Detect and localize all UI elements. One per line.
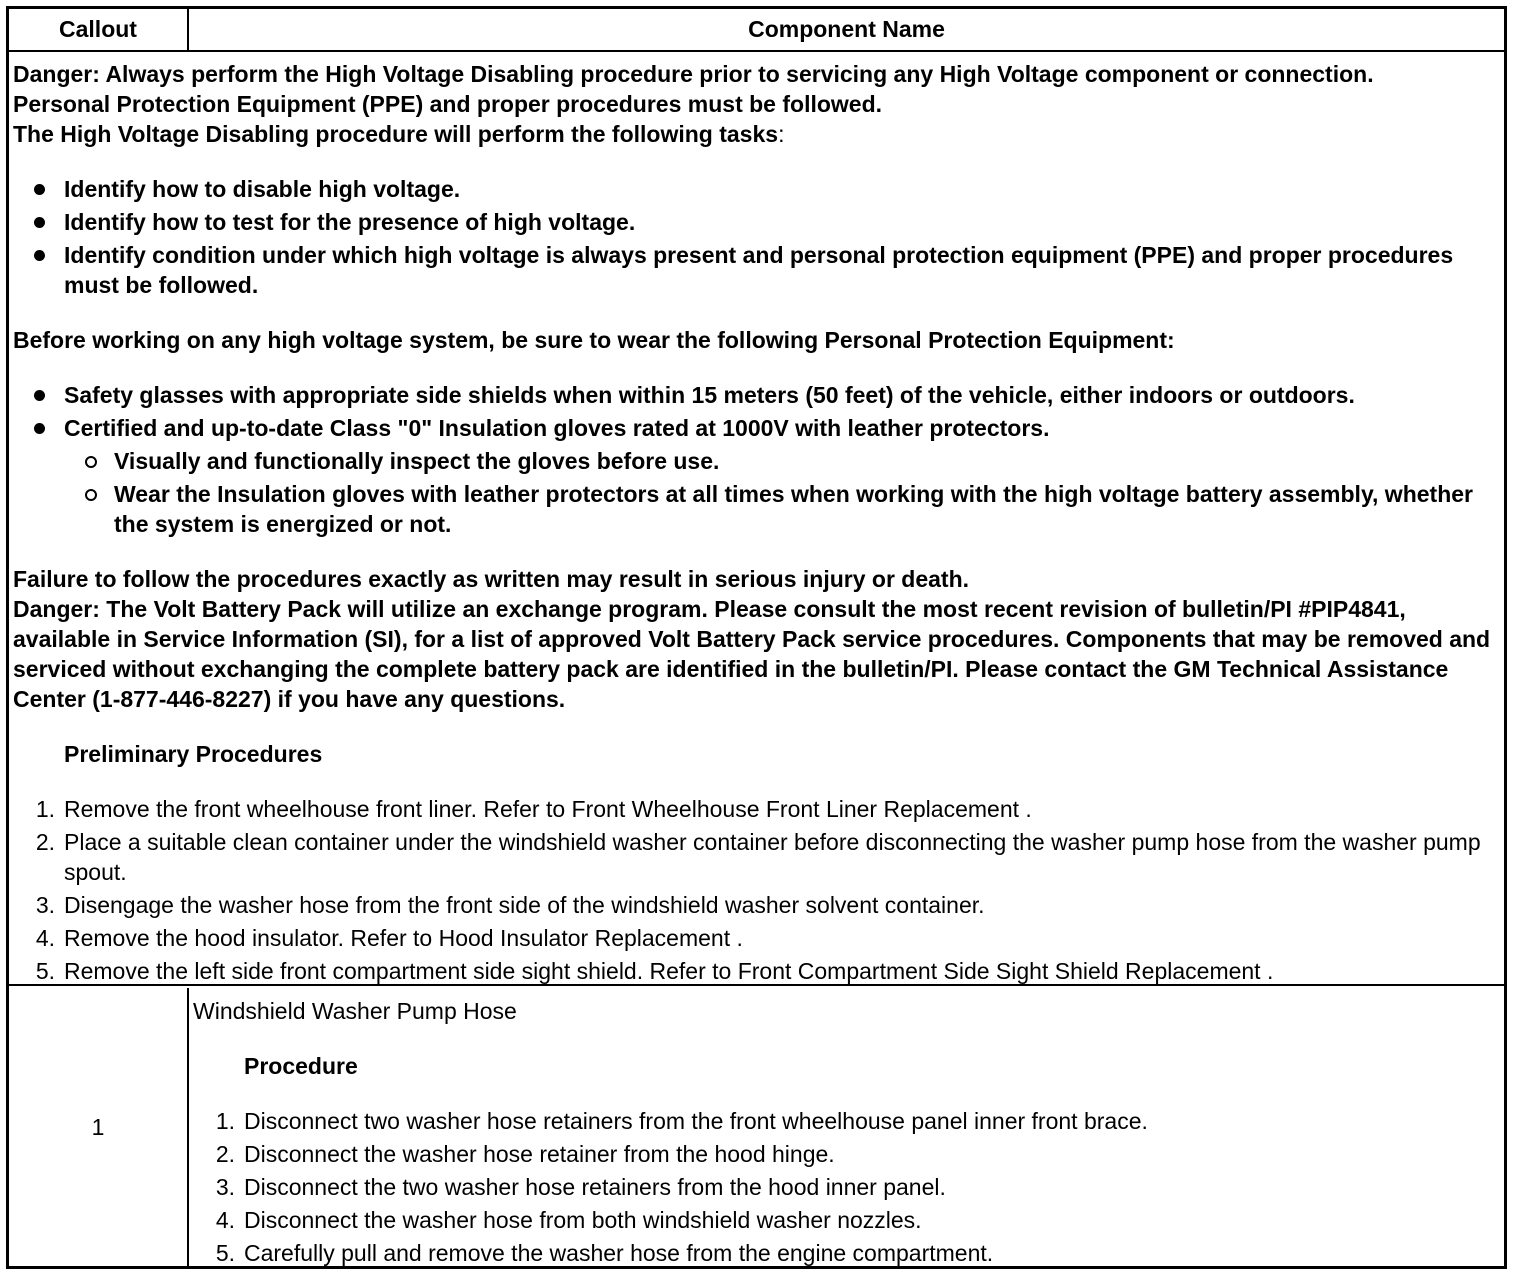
component-cell xyxy=(189,988,1504,1266)
bullet-icon xyxy=(34,250,45,261)
before-working-text: Before working on any high voltage system, be sure to wear the following Personal Protection Equipment: xyxy=(13,327,1175,353)
list-item xyxy=(193,1172,1504,1202)
list-item xyxy=(13,207,1504,237)
step-number: 5. xyxy=(215,1240,235,1266)
list-item xyxy=(13,240,1504,300)
prelim-step-text: Disengage the washer hose from the front side of the windshield washer solvent container. xyxy=(64,892,985,918)
list-item xyxy=(193,1106,1504,1136)
step-number: 3. xyxy=(215,1174,235,1200)
warning-section xyxy=(9,52,1504,986)
bullet-icon xyxy=(34,217,45,228)
list-item xyxy=(13,923,1504,953)
tasks-intro xyxy=(13,119,1504,149)
prelim-step-text: Remove the front wheelhouse front liner. Refer to Front Wheelhouse Front Liner Replacement . xyxy=(64,796,1032,822)
list-item xyxy=(13,794,1504,824)
step-number: 2. xyxy=(215,1141,235,1167)
procedure-title: Procedure xyxy=(244,1053,358,1079)
tasks-intro-colon: : xyxy=(778,121,785,147)
step-number: 2. xyxy=(35,829,55,855)
sub-bullet-icon xyxy=(85,489,97,501)
list-item xyxy=(13,479,1504,539)
step-number: 4. xyxy=(215,1207,235,1233)
list-item xyxy=(193,1238,1504,1268)
procedure-step-text: Disconnect the washer hose from both windshield washer nozzles. xyxy=(244,1207,922,1233)
list-item xyxy=(13,380,1504,410)
list-item xyxy=(13,413,1504,443)
procedure-step-text: Disconnect the washer hose retainer from the hood hinge. xyxy=(244,1141,835,1167)
task-text: Identify condition under which high voltage is always present and personal protection equipment (PPE) and proper procedures must be followed. xyxy=(64,242,1454,298)
danger-hv-disable: Danger: Always perform the High Voltage Disabling procedure prior to servicing any High Voltage component or connection. xyxy=(13,61,1374,87)
procedure-step-text: Carefully pull and remove the washer hose from the engine compartment. xyxy=(244,1240,994,1266)
component-table xyxy=(6,6,1507,1269)
table-header xyxy=(9,9,1504,52)
tasks-intro-text: The High Voltage Disabling procedure will perform the following tasks xyxy=(13,121,779,147)
list-item xyxy=(13,827,1504,887)
bullet-icon xyxy=(34,184,45,195)
glove-subitem-text: Visually and functionally inspect the gloves before use. xyxy=(114,448,720,474)
danger-battery-pack: Danger: The Volt Battery Pack will utilize an exchange program. Please consult the most recent revision of bulletin/PI #PIP4841, available in Service Information (SI), for a list of approved Volt Battery Pack service procedures. Components that may be removed and serviced without exchanging the complete battery pack are identified in the bulletin/PI. Please contact the GM Technical Assistance Center (1-877-446-8227) if you have any questions. xyxy=(13,596,1491,712)
list-item xyxy=(13,174,1504,204)
callout-column-header: Callout xyxy=(9,9,189,50)
bullet-icon xyxy=(34,423,45,434)
sub-bullet-icon xyxy=(85,456,97,468)
list-item xyxy=(13,890,1504,920)
preliminary-procedures-title: Preliminary Procedures xyxy=(64,741,323,767)
step-number: 1. xyxy=(215,1108,235,1134)
list-item xyxy=(193,1139,1504,1169)
procedure-step-text: Disconnect two washer hose retainers from the front wheelhouse panel inner front brace. xyxy=(244,1108,1148,1134)
ppe-statement: Personal Protection Equipment (PPE) and proper procedures must be followed. xyxy=(13,91,883,117)
ppe-item-text: Certified and up-to-date Class "0" Insulation gloves rated at 1000V with leather protectors. xyxy=(64,415,1050,441)
step-number: 4. xyxy=(35,925,55,951)
prelim-step-text: Remove the hood insulator. Refer to Hood Insulator Replacement . xyxy=(64,925,743,951)
list-item xyxy=(193,1205,1504,1235)
component-name-column-header: Component Name xyxy=(748,16,945,42)
glove-subitem-text: Wear the Insulation gloves with leather protectors at all times when working with the high voltage battery assembly, whether the system is energized or not. xyxy=(114,481,1473,537)
list-item xyxy=(13,956,1504,986)
prelim-step-text: Place a suitable clean container under the windshield washer container before disconnecting the washer pump hose from the washer pump spout. xyxy=(64,829,1481,885)
failure-warning: Failure to follow the procedures exactly as written may result in serious injury or death. xyxy=(13,566,970,592)
ppe-item-text: Safety glasses with appropriate side shields when within 15 meters (50 feet) of the vehicle, either indoors or outdoors. xyxy=(64,382,1355,408)
component-name: Windshield Washer Pump Hose xyxy=(193,998,517,1024)
bullet-icon xyxy=(34,390,45,401)
step-number: 3. xyxy=(35,892,55,918)
procedure-step-text: Disconnect the two washer hose retainers from the hood inner panel. xyxy=(244,1174,946,1200)
prelim-step-text: Remove the left side front compartment side sight shield. Refer to Front Compartment Side Sight Shield Replacement . xyxy=(64,958,1274,984)
step-number: 5. xyxy=(35,958,55,984)
table-row xyxy=(9,988,1504,1266)
list-item xyxy=(13,446,1504,476)
callout-number: 1 xyxy=(9,988,189,1266)
task-text: Identify how to test for the presence of high voltage. xyxy=(64,209,636,235)
step-number: 1. xyxy=(35,796,55,822)
task-text: Identify how to disable high voltage. xyxy=(64,176,461,202)
